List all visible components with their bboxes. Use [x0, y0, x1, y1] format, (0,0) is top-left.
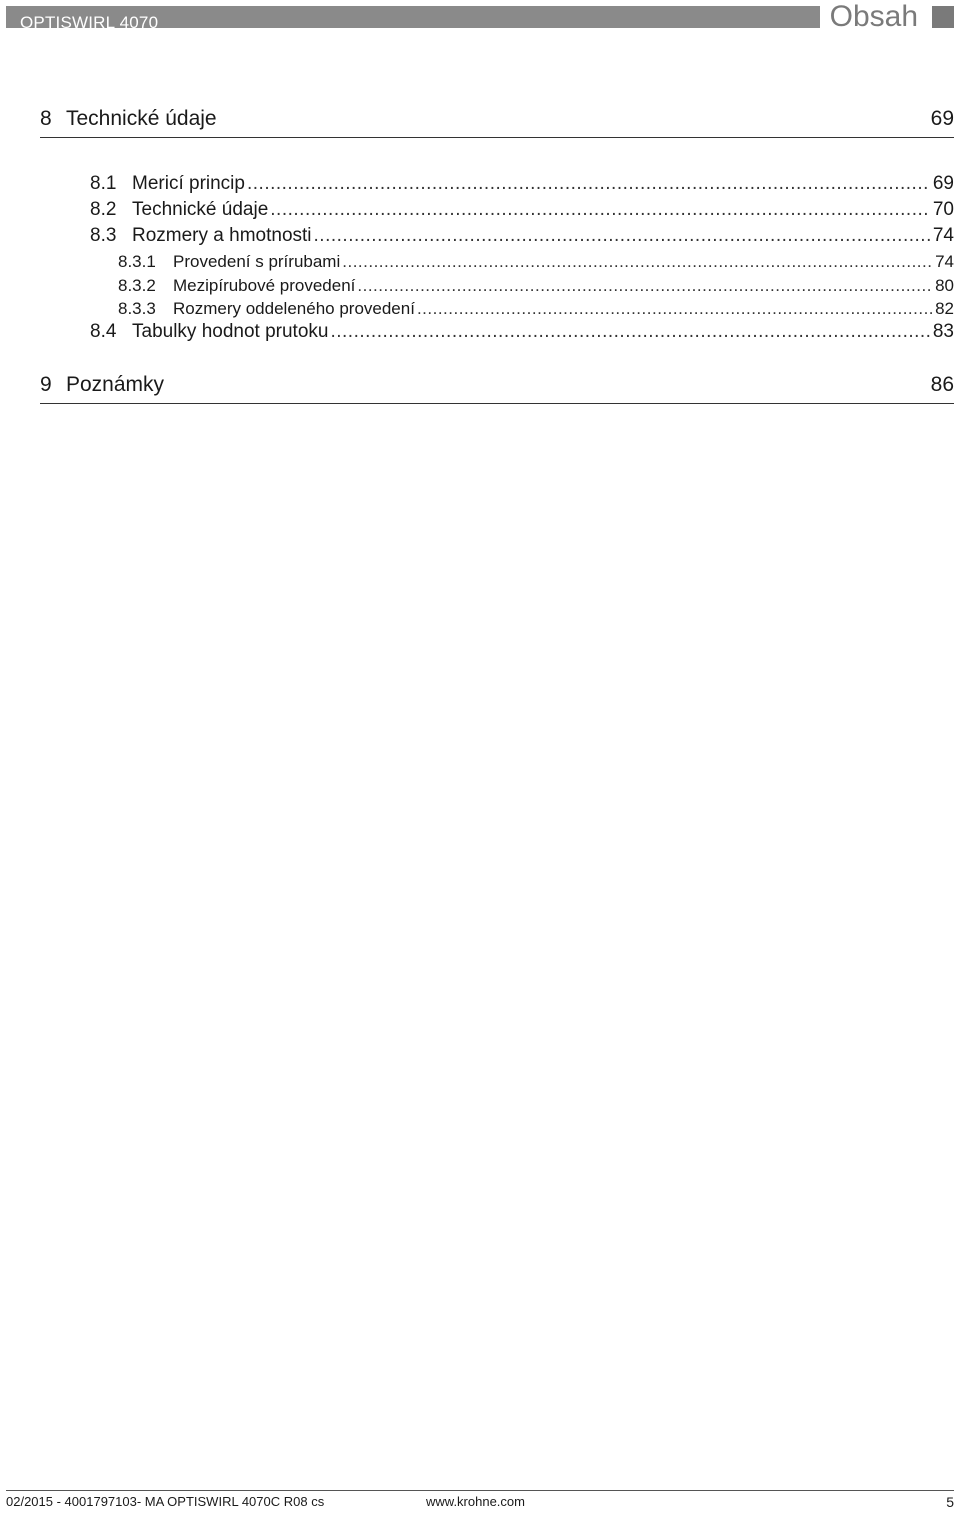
entry-page: 70	[932, 199, 954, 220]
toc-entry[interactable]	[90, 320, 954, 344]
header-bar	[6, 6, 820, 32]
dot-leader	[247, 172, 930, 196]
entry-number: 8.3.3	[118, 299, 156, 318]
entry-title: Rozmery oddeleného provedení	[173, 299, 415, 318]
chapter-title: Poznámky	[66, 373, 165, 396]
entry-page: 69	[932, 173, 954, 194]
website-link[interactable]: www.krohne.com	[426, 1494, 525, 1509]
chapter-heading[interactable]	[40, 107, 954, 138]
chapter-heading[interactable]	[40, 373, 954, 404]
entry-title: Mezipírubové provedení	[173, 276, 356, 295]
toc-entry[interactable]	[118, 274, 954, 298]
dot-leader	[417, 297, 932, 321]
page-number: 5	[946, 1494, 954, 1510]
header-square-mark	[932, 6, 954, 28]
entry-page: 74	[935, 252, 954, 271]
entry-page: 82	[935, 299, 954, 318]
chapter-title: Technické údaje	[66, 107, 217, 130]
entry-page: 80	[935, 276, 954, 295]
entry-title: Technické údaje	[132, 199, 269, 220]
dot-leader	[357, 274, 932, 298]
section-title: Obsah	[829, 0, 918, 33]
entry-page: 74	[932, 225, 954, 246]
entry-title: Mericí princip	[132, 173, 245, 194]
toc-entry[interactable]	[90, 172, 954, 196]
dot-leader	[270, 198, 930, 222]
entry-number: 8.3	[90, 225, 117, 246]
entry-number: 8.1	[90, 173, 117, 194]
toc-entry[interactable]	[118, 297, 954, 321]
entry-number: 8.2	[90, 199, 117, 220]
entry-title: Tabulky hodnot prutoku	[132, 321, 329, 342]
entry-title: Provedení s prírubami	[173, 252, 341, 271]
entry-number: 8.3.1	[118, 252, 156, 271]
entry-number: 8.3.2	[118, 276, 156, 295]
entry-number: 8.4	[90, 321, 117, 342]
chapter-number: 8	[40, 107, 52, 130]
chapter-page: 69	[930, 107, 954, 130]
entry-page: 83	[932, 321, 954, 342]
dot-leader	[342, 250, 932, 274]
toc-entry[interactable]	[90, 224, 954, 248]
document-reference: 02/2015 - 4001797103- MA OPTISWIRL 4070C R08 cs	[6, 1494, 325, 1509]
toc-entry[interactable]	[90, 198, 954, 222]
chapter-page: 86	[930, 373, 954, 396]
product-name: OPTISWIRL 4070	[20, 13, 159, 32]
dot-leader	[314, 224, 930, 248]
entry-title: Rozmery a hmotnosti	[132, 225, 312, 246]
dot-leader	[330, 320, 929, 344]
chapter-number: 9	[40, 373, 52, 396]
toc-entry[interactable]	[118, 250, 954, 274]
page-footer	[6, 1490, 954, 1513]
